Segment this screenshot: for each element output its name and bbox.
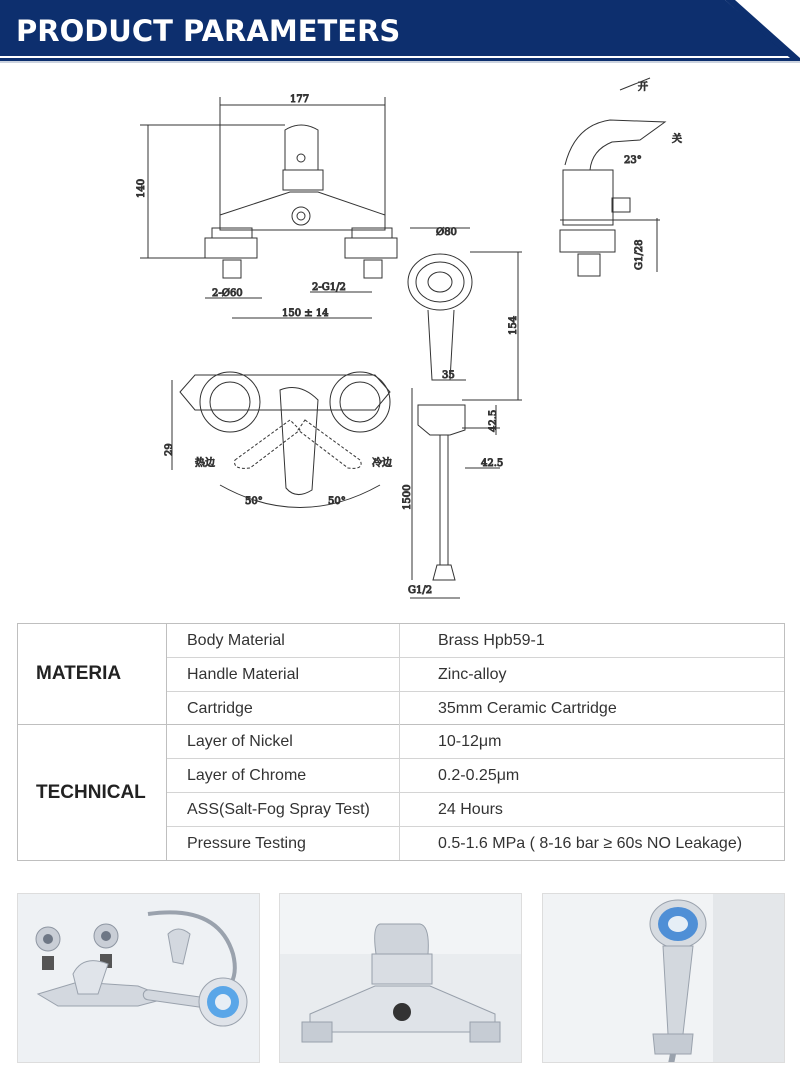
table-row [167, 658, 784, 692]
label-close: 关 [672, 134, 682, 145]
spec-value: Brass Hpb59-1 [438, 631, 545, 649]
dim-154: 154 [508, 315, 519, 335]
top-view-drawing [172, 372, 390, 508]
faucet-set-photo [17, 893, 260, 1063]
faucet-body-photo [279, 893, 522, 1063]
dim-42-5-horizontal: 42.5 [481, 458, 504, 469]
dim-g1-28: G1/28 [634, 239, 645, 270]
spec-group-material [18, 624, 784, 725]
label-open: 开 [638, 82, 648, 93]
side-view-drawing [560, 78, 665, 276]
spec-value: Zinc-alloy [438, 665, 507, 683]
technical-drawing [0, 70, 800, 610]
table-row [167, 793, 784, 827]
spec-key: Handle Material [167, 658, 400, 691]
spec-value: 0.5-1.6 MPa ( 8-16 bar ≥ 60s NO Leakage) [438, 834, 743, 852]
dim-35: 35 [442, 370, 455, 381]
table-row [167, 624, 784, 658]
dim-177: 177 [290, 94, 310, 105]
label-hot-side: 热边 [195, 458, 215, 469]
spec-key: Pressure Testing [167, 827, 400, 860]
dim-g12-hose: G1/2 [408, 585, 433, 596]
group-label-material: MATERIA [18, 624, 167, 724]
dim-1500: 1500 [402, 484, 413, 510]
spec-value: 24 Hours [438, 800, 503, 818]
dim-150: 150 ± 14 [282, 308, 329, 319]
label-cold-side: 冷边 [372, 458, 392, 469]
spec-value: 35mm Ceramic Cartridge [438, 699, 617, 717]
dim-50-right: 50° [328, 496, 346, 507]
dim-23: 23° [624, 155, 642, 166]
spec-key: Layer of Nickel [167, 725, 400, 758]
dim-phi80: Ø80 [436, 227, 457, 238]
spec-key: ASS(Salt-Fog Spray Test) [167, 793, 400, 826]
front-view-drawing [140, 97, 397, 318]
spec-key: Body Material [167, 624, 400, 657]
header-banner [0, 0, 800, 64]
shower-head-drawing [408, 228, 522, 598]
page-title: PRODUCT PARAMETERS [16, 14, 401, 48]
group-label-technical: TECHNICAL [18, 725, 167, 860]
table-row [167, 725, 784, 759]
table-row [167, 759, 784, 793]
spec-key: Layer of Chrome [167, 759, 400, 792]
dim-2-phi60: 2-Ø60 [212, 288, 243, 299]
spec-key: Cartridge [167, 692, 400, 725]
dim-2-g12: 2-G1/2 [312, 282, 346, 293]
dim-42-5-vertical: 42.5 [488, 409, 499, 432]
spec-value: 10-12μm [438, 732, 502, 750]
spec-group-technical [18, 725, 784, 860]
table-row [167, 692, 784, 725]
shower-head-photo [542, 893, 785, 1063]
dim-29: 29 [164, 443, 175, 456]
spec-value: 0.2-0.25μm [438, 766, 520, 784]
dim-50-left: 50° [245, 496, 263, 507]
table-row [167, 827, 784, 860]
spec-table [17, 623, 785, 861]
dim-140: 140 [136, 178, 147, 198]
